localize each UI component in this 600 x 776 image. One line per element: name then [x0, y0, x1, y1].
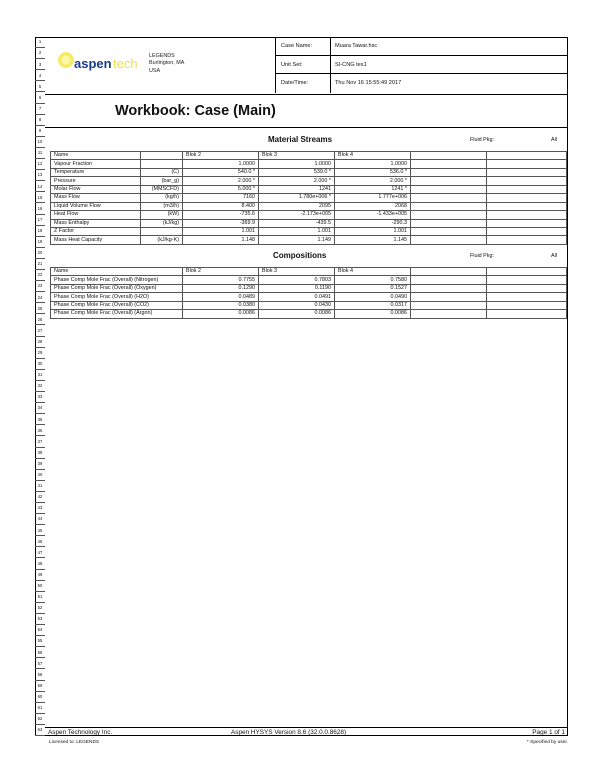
table-cell: 1.0000	[259, 160, 335, 168]
table-cell	[487, 160, 567, 168]
table-cell: 2.000 *	[335, 177, 411, 185]
row-number: 52	[35, 603, 45, 614]
table-cell: 1.149	[259, 236, 335, 244]
row-number: 8	[35, 115, 45, 126]
table-cell: 8.400	[183, 202, 259, 210]
row-number: 46	[35, 536, 45, 547]
table-cell: Mass Flow	[51, 194, 141, 202]
row-number: 4	[35, 70, 45, 81]
table-row	[51, 168, 567, 176]
table-cell: 1.0000	[183, 160, 259, 168]
workbook-title-band	[45, 94, 568, 128]
table-cell: (kJ/kg)	[141, 219, 183, 227]
table-cell	[487, 202, 567, 210]
table-cell: 1.001	[335, 227, 411, 235]
table-cell: -369.9	[183, 219, 259, 227]
table-cell: 0.1527	[335, 284, 411, 292]
row-number: 18	[35, 226, 45, 237]
table-cell: 0.0491	[259, 293, 335, 301]
table-row	[51, 177, 567, 185]
table-cell: Temperature	[51, 168, 141, 176]
case-name-label: Case Name:	[281, 43, 313, 49]
table-cell: 0.0086	[259, 310, 335, 318]
table-row	[51, 202, 567, 210]
table-cell: 7160	[183, 194, 259, 202]
row-number: 22	[35, 270, 45, 281]
table-cell: 1.001	[259, 227, 335, 235]
table-cell	[141, 160, 183, 168]
compositions-table	[50, 267, 567, 319]
table-row	[51, 310, 567, 318]
row-number: 23	[35, 281, 45, 292]
table-cell: 1.0000	[335, 160, 411, 168]
row-number: 10	[35, 137, 45, 148]
unit-set-row	[275, 56, 568, 75]
table-cell	[487, 177, 567, 185]
row-number: 33	[35, 392, 45, 403]
table-cell: Phase Comp Mole Frac (Overall) (H2O)	[51, 293, 183, 301]
table-cell: Mass Enthalpy	[51, 219, 141, 227]
logo-area	[45, 37, 276, 93]
table-cell: Z Factor	[51, 227, 141, 235]
table-cell: (C)	[141, 168, 183, 176]
table-cell	[487, 185, 567, 193]
row-number: 36	[35, 425, 45, 436]
table-cell: 536.0 *	[335, 168, 411, 176]
table-cell	[487, 310, 567, 318]
material-column-header: Blok 2	[183, 152, 259, 160]
table-cell: 540.0 *	[183, 168, 259, 176]
row-number: 50	[35, 581, 45, 592]
row-number: 21	[35, 259, 45, 270]
footer-company: Aspen Technology Inc.	[48, 729, 113, 736]
table-row	[51, 293, 567, 301]
table-cell: (kg/h)	[141, 194, 183, 202]
table-cell: 0.1290	[183, 284, 259, 292]
row-number: 6	[35, 92, 45, 103]
compositions-column-header: Name	[51, 268, 183, 276]
row-number: 14	[35, 181, 45, 192]
table-cell: 1241 *	[335, 185, 411, 193]
table-cell	[411, 284, 487, 292]
table-cell: Phase Comp Mole Frac (Overall) (Argon)	[51, 310, 183, 318]
table-cell: 1.777e+006	[335, 194, 411, 202]
row-number: 12	[35, 159, 45, 170]
row-number: 15	[35, 192, 45, 203]
table-cell	[411, 227, 487, 235]
table-cell	[411, 310, 487, 318]
report-footer	[45, 727, 568, 737]
row-number: 37	[35, 436, 45, 447]
table-cell	[411, 177, 487, 185]
table-cell: Liquid Volume Flow	[51, 202, 141, 210]
material-column-header	[141, 152, 183, 160]
material-column-header: Name	[51, 152, 141, 160]
row-number: 35	[35, 414, 45, 425]
table-cell	[487, 168, 567, 176]
table-cell: (bar_g)	[141, 177, 183, 185]
row-number: 60	[35, 692, 45, 703]
table-cell: -290.3	[335, 219, 411, 227]
material-column-header	[411, 152, 487, 160]
table-cell: 1.145	[335, 236, 411, 244]
unit-set-label: Unit Set:	[281, 61, 303, 68]
compositions-title: Compositions	[273, 251, 327, 260]
table-cell: 2068	[335, 202, 411, 210]
case-name-row	[275, 37, 568, 56]
row-number: 38	[35, 448, 45, 459]
table-cell: 0.0380	[183, 301, 259, 309]
row-number: 62	[35, 714, 45, 725]
table-cell	[487, 236, 567, 244]
table-cell: -1.433e+005	[335, 211, 411, 219]
table-row	[51, 211, 567, 219]
footer-version: Aspen HYSYS Version 8.6 (32.0.0.8628)	[231, 729, 347, 736]
row-number: 56	[35, 647, 45, 658]
table-cell: 0.7755	[183, 276, 259, 284]
row-number: 58	[35, 669, 45, 680]
row-number: 25	[35, 303, 45, 314]
row-number: 32	[35, 381, 45, 392]
company-city: Burlington, MA	[149, 60, 185, 67]
specified-note: * Specified by user.	[526, 740, 568, 745]
table-cell: Phase Comp Mole Frac (Overall) (Nitrogen)	[51, 276, 183, 284]
row-number: 55	[35, 636, 45, 647]
table-cell	[487, 219, 567, 227]
row-number: 27	[35, 325, 45, 336]
material-fluid-label: Fluid Pkg:	[470, 137, 494, 143]
table-cell: 0.1190	[259, 284, 335, 292]
table-cell: 1241	[259, 185, 335, 193]
table-cell: (MMSCFD)	[141, 185, 183, 193]
table-cell: 0.7580	[335, 276, 411, 284]
table-cell: Heat Flow	[51, 211, 141, 219]
row-number: 34	[35, 403, 45, 414]
row-number: 39	[35, 459, 45, 470]
table-row	[51, 276, 567, 284]
row-number: 49	[35, 570, 45, 581]
row-number: 61	[35, 703, 45, 714]
date-time-row	[275, 74, 568, 93]
table-row	[51, 160, 567, 168]
table-row	[51, 227, 567, 235]
row-number: 51	[35, 592, 45, 603]
workbook-title: Workbook: Case (Main)	[115, 103, 276, 119]
row-number: 43	[35, 503, 45, 514]
table-cell	[411, 194, 487, 202]
table-cell	[411, 276, 487, 284]
svg-text:tech: tech	[113, 56, 138, 71]
table-row	[51, 185, 567, 193]
row-number: 29	[35, 348, 45, 359]
row-number: 16	[35, 203, 45, 214]
row-number: 57	[35, 658, 45, 669]
table-row	[51, 284, 567, 292]
svg-text:aspen: aspen	[74, 56, 112, 71]
table-cell: 1.780e+006 *	[259, 194, 335, 202]
table-cell: 2095	[259, 202, 335, 210]
compositions-fluid-value: All	[551, 253, 557, 259]
table-cell	[487, 276, 567, 284]
row-number: 40	[35, 470, 45, 481]
table-cell: (kW)	[141, 211, 183, 219]
material-streams-title: Material Streams	[268, 135, 333, 144]
material-column-header: Blok 3	[259, 152, 335, 160]
row-number: 30	[35, 359, 45, 370]
table-cell	[487, 293, 567, 301]
aspentech-logo	[57, 49, 149, 75]
case-name-value: Muara Tawar.hsc	[335, 43, 378, 49]
table-cell: (m3/h)	[141, 202, 183, 210]
table-cell: 2.000 *	[183, 177, 259, 185]
compositions-header-row	[51, 268, 567, 276]
table-cell	[487, 211, 567, 219]
material-column-header	[487, 152, 567, 160]
table-row	[51, 301, 567, 309]
licensed-note: Licensed to: LEGENDS	[49, 740, 100, 745]
table-cell: Vapour Fraction	[51, 160, 141, 168]
table-cell: 0.7803	[259, 276, 335, 284]
table-cell: -735.6	[183, 211, 259, 219]
table-cell	[141, 227, 183, 235]
table-cell: -2.173e+005	[259, 211, 335, 219]
row-number: 53	[35, 614, 45, 625]
table-cell	[487, 284, 567, 292]
row-number: 31	[35, 370, 45, 381]
row-number: 19	[35, 237, 45, 248]
table-cell: Phase Comp Mole Frac (Overall) (Oxygen)	[51, 284, 183, 292]
company-name: LEGENDS	[149, 53, 175, 59]
row-number: 26	[35, 314, 45, 325]
row-number: 9	[35, 126, 45, 137]
table-cell: 5.000 *	[183, 185, 259, 193]
table-cell: 1.001	[183, 227, 259, 235]
compositions-column-header: Blok 2	[183, 268, 259, 276]
table-cell	[411, 301, 487, 309]
row-number: 5	[35, 81, 45, 92]
table-cell	[411, 168, 487, 176]
row-number: 28	[35, 337, 45, 348]
material-column-header: Blok 4	[335, 152, 411, 160]
unit-set-value: SI-CNG tes1	[335, 61, 367, 68]
material-header-row	[51, 152, 567, 160]
material-streams-table	[50, 151, 567, 245]
table-row	[51, 219, 567, 227]
table-cell	[487, 194, 567, 202]
row-number: 45	[35, 525, 45, 536]
table-cell: 0.0430	[259, 301, 335, 309]
compositions-fluid-label: Fluid Pkg:	[470, 253, 494, 259]
table-cell: 0.0317	[335, 301, 411, 309]
table-cell	[411, 293, 487, 301]
table-cell: 0.0490	[335, 293, 411, 301]
date-time-label: Date/Time:	[281, 80, 309, 87]
row-number: 3	[35, 59, 45, 70]
table-cell: (kJ/kg-K)	[141, 236, 183, 244]
row-number: 7	[35, 104, 45, 115]
row-number: 63	[35, 725, 45, 736]
table-row	[51, 236, 567, 244]
table-cell: Mass Heat Capacity	[51, 236, 141, 244]
row-number: 47	[35, 547, 45, 558]
table-cell: Pressure	[51, 177, 141, 185]
table-cell: Molar Flow	[51, 185, 141, 193]
row-number: 2	[35, 48, 45, 59]
row-number: 1	[35, 37, 45, 48]
date-time-value: Thu Nov 16 15:55:49 2017	[335, 80, 402, 87]
row-number: 42	[35, 492, 45, 503]
table-cell: 0.0086	[183, 310, 259, 318]
row-number: 59	[35, 681, 45, 692]
footer-page: Page 1 of 1	[532, 729, 565, 736]
table-cell	[487, 227, 567, 235]
row-number: 13	[35, 170, 45, 181]
table-cell	[411, 185, 487, 193]
table-cell: Phase Comp Mole Frac (Overall) (CO2)	[51, 301, 183, 309]
table-cell	[411, 160, 487, 168]
table-cell	[411, 211, 487, 219]
table-cell: 1.148	[183, 236, 259, 244]
compositions-column-header	[487, 268, 567, 276]
compositions-column-header: Blok 3	[259, 268, 335, 276]
row-number: 11	[35, 148, 45, 159]
row-number: 17	[35, 215, 45, 226]
company-address	[149, 53, 184, 75]
table-cell: 2.000 *	[259, 177, 335, 185]
compositions-column-header: Blok 4	[335, 268, 411, 276]
table-cell: 0.0086	[335, 310, 411, 318]
report-header	[45, 37, 568, 93]
row-number: 20	[35, 248, 45, 259]
table-cell	[411, 202, 487, 210]
table-cell	[411, 236, 487, 244]
row-number: 44	[35, 514, 45, 525]
row-number: 41	[35, 481, 45, 492]
table-cell: 0.0489	[183, 293, 259, 301]
table-cell: -439.5	[259, 219, 335, 227]
company-country: USA	[149, 67, 161, 74]
table-row	[51, 194, 567, 202]
table-cell	[411, 219, 487, 227]
row-number: 54	[35, 625, 45, 636]
compositions-column-header	[411, 268, 487, 276]
row-number: 48	[35, 558, 45, 569]
material-fluid-value: All	[551, 137, 557, 143]
row-number: 24	[35, 292, 45, 303]
table-cell: 539.0 *	[259, 168, 335, 176]
table-cell	[487, 301, 567, 309]
